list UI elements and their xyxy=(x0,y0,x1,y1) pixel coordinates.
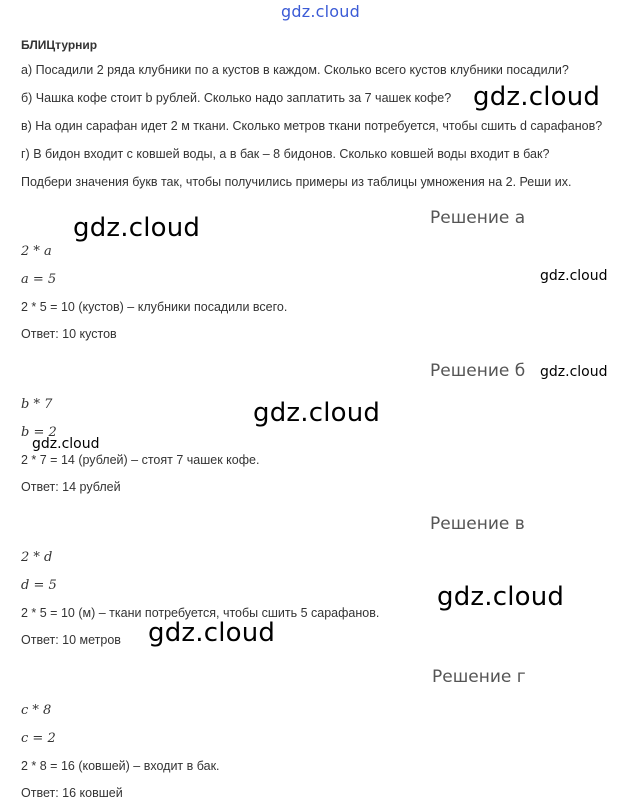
solution-b-calculation: 2 * 7 = 14 (рублей) – стоят 7 чашек кофе. xyxy=(21,453,260,467)
watermark: gdz.cloud xyxy=(473,82,601,112)
solution-g-expression: c * 8 xyxy=(21,703,52,718)
solution-v-expression: 2 * d xyxy=(21,550,53,565)
solution-v-answer: Ответ: 10 метров xyxy=(21,633,121,647)
task-b: б) Чашка кофе стоит b рублей. Сколько надо заплатить за 7 чашек кофе? xyxy=(21,91,452,105)
solution-a-expression: 2 * a xyxy=(21,244,52,259)
watermark: gdz.cloud xyxy=(540,268,608,284)
watermark: gdz.cloud xyxy=(32,436,100,452)
solution-v-heading: Решение в xyxy=(430,514,525,534)
solution-g-answer: Ответ: 16 ковшей xyxy=(21,786,123,800)
watermark: gdz.cloud xyxy=(73,213,201,243)
solution-b-answer: Ответ: 14 рублей xyxy=(21,480,121,494)
solution-g-calculation: 2 * 8 = 16 (ковшей) – входит в бак. xyxy=(21,759,220,773)
solution-b-expression: b * 7 xyxy=(21,397,53,412)
solution-v-value: d = 5 xyxy=(21,578,57,593)
solution-a-calculation: 2 * 5 = 10 (кустов) – клубники посадили всего. xyxy=(21,300,288,314)
task-g: г) В бидон входит c ковшей воды, а в бак – 8 бидонов. Сколько ковшей воды входит в бак? xyxy=(21,147,550,161)
top-watermark-logo: gdz.cloud xyxy=(281,2,360,21)
watermark: gdz.cloud xyxy=(253,398,381,428)
solution-b-heading: Решение б xyxy=(430,361,526,381)
task-a: а) Посадили 2 ряда клубники по a кустов в каждом. Сколько всего кустов клубники посадили? xyxy=(21,63,569,77)
solution-a-answer: Ответ: 10 кустов xyxy=(21,327,117,341)
solution-v-calculation: 2 * 5 = 10 (м) – ткани потребуется, чтобы сшить 5 сарафанов. xyxy=(21,606,380,620)
task-instruction: Подбери значения букв так, чтобы получились примеры из таблицы умножения на 2. Реши их. xyxy=(21,175,572,189)
task-v: в) На один сарафан идет 2 м ткани. Сколько метров ткани потребуется, чтобы сшить d сарафанов? xyxy=(21,119,603,133)
solution-a-value: a = 5 xyxy=(21,272,57,287)
page-title: БЛИЦтурнир xyxy=(21,38,98,52)
solution-b-value: b = 2 xyxy=(21,425,57,440)
solution-a-heading: Решение а xyxy=(430,208,526,228)
watermark: gdz.cloud xyxy=(148,618,276,648)
watermark: gdz.cloud xyxy=(540,364,608,380)
solution-g-heading: Решение г xyxy=(432,667,526,687)
watermark: gdz.cloud xyxy=(437,582,565,612)
solution-g-value: c = 2 xyxy=(21,731,56,746)
